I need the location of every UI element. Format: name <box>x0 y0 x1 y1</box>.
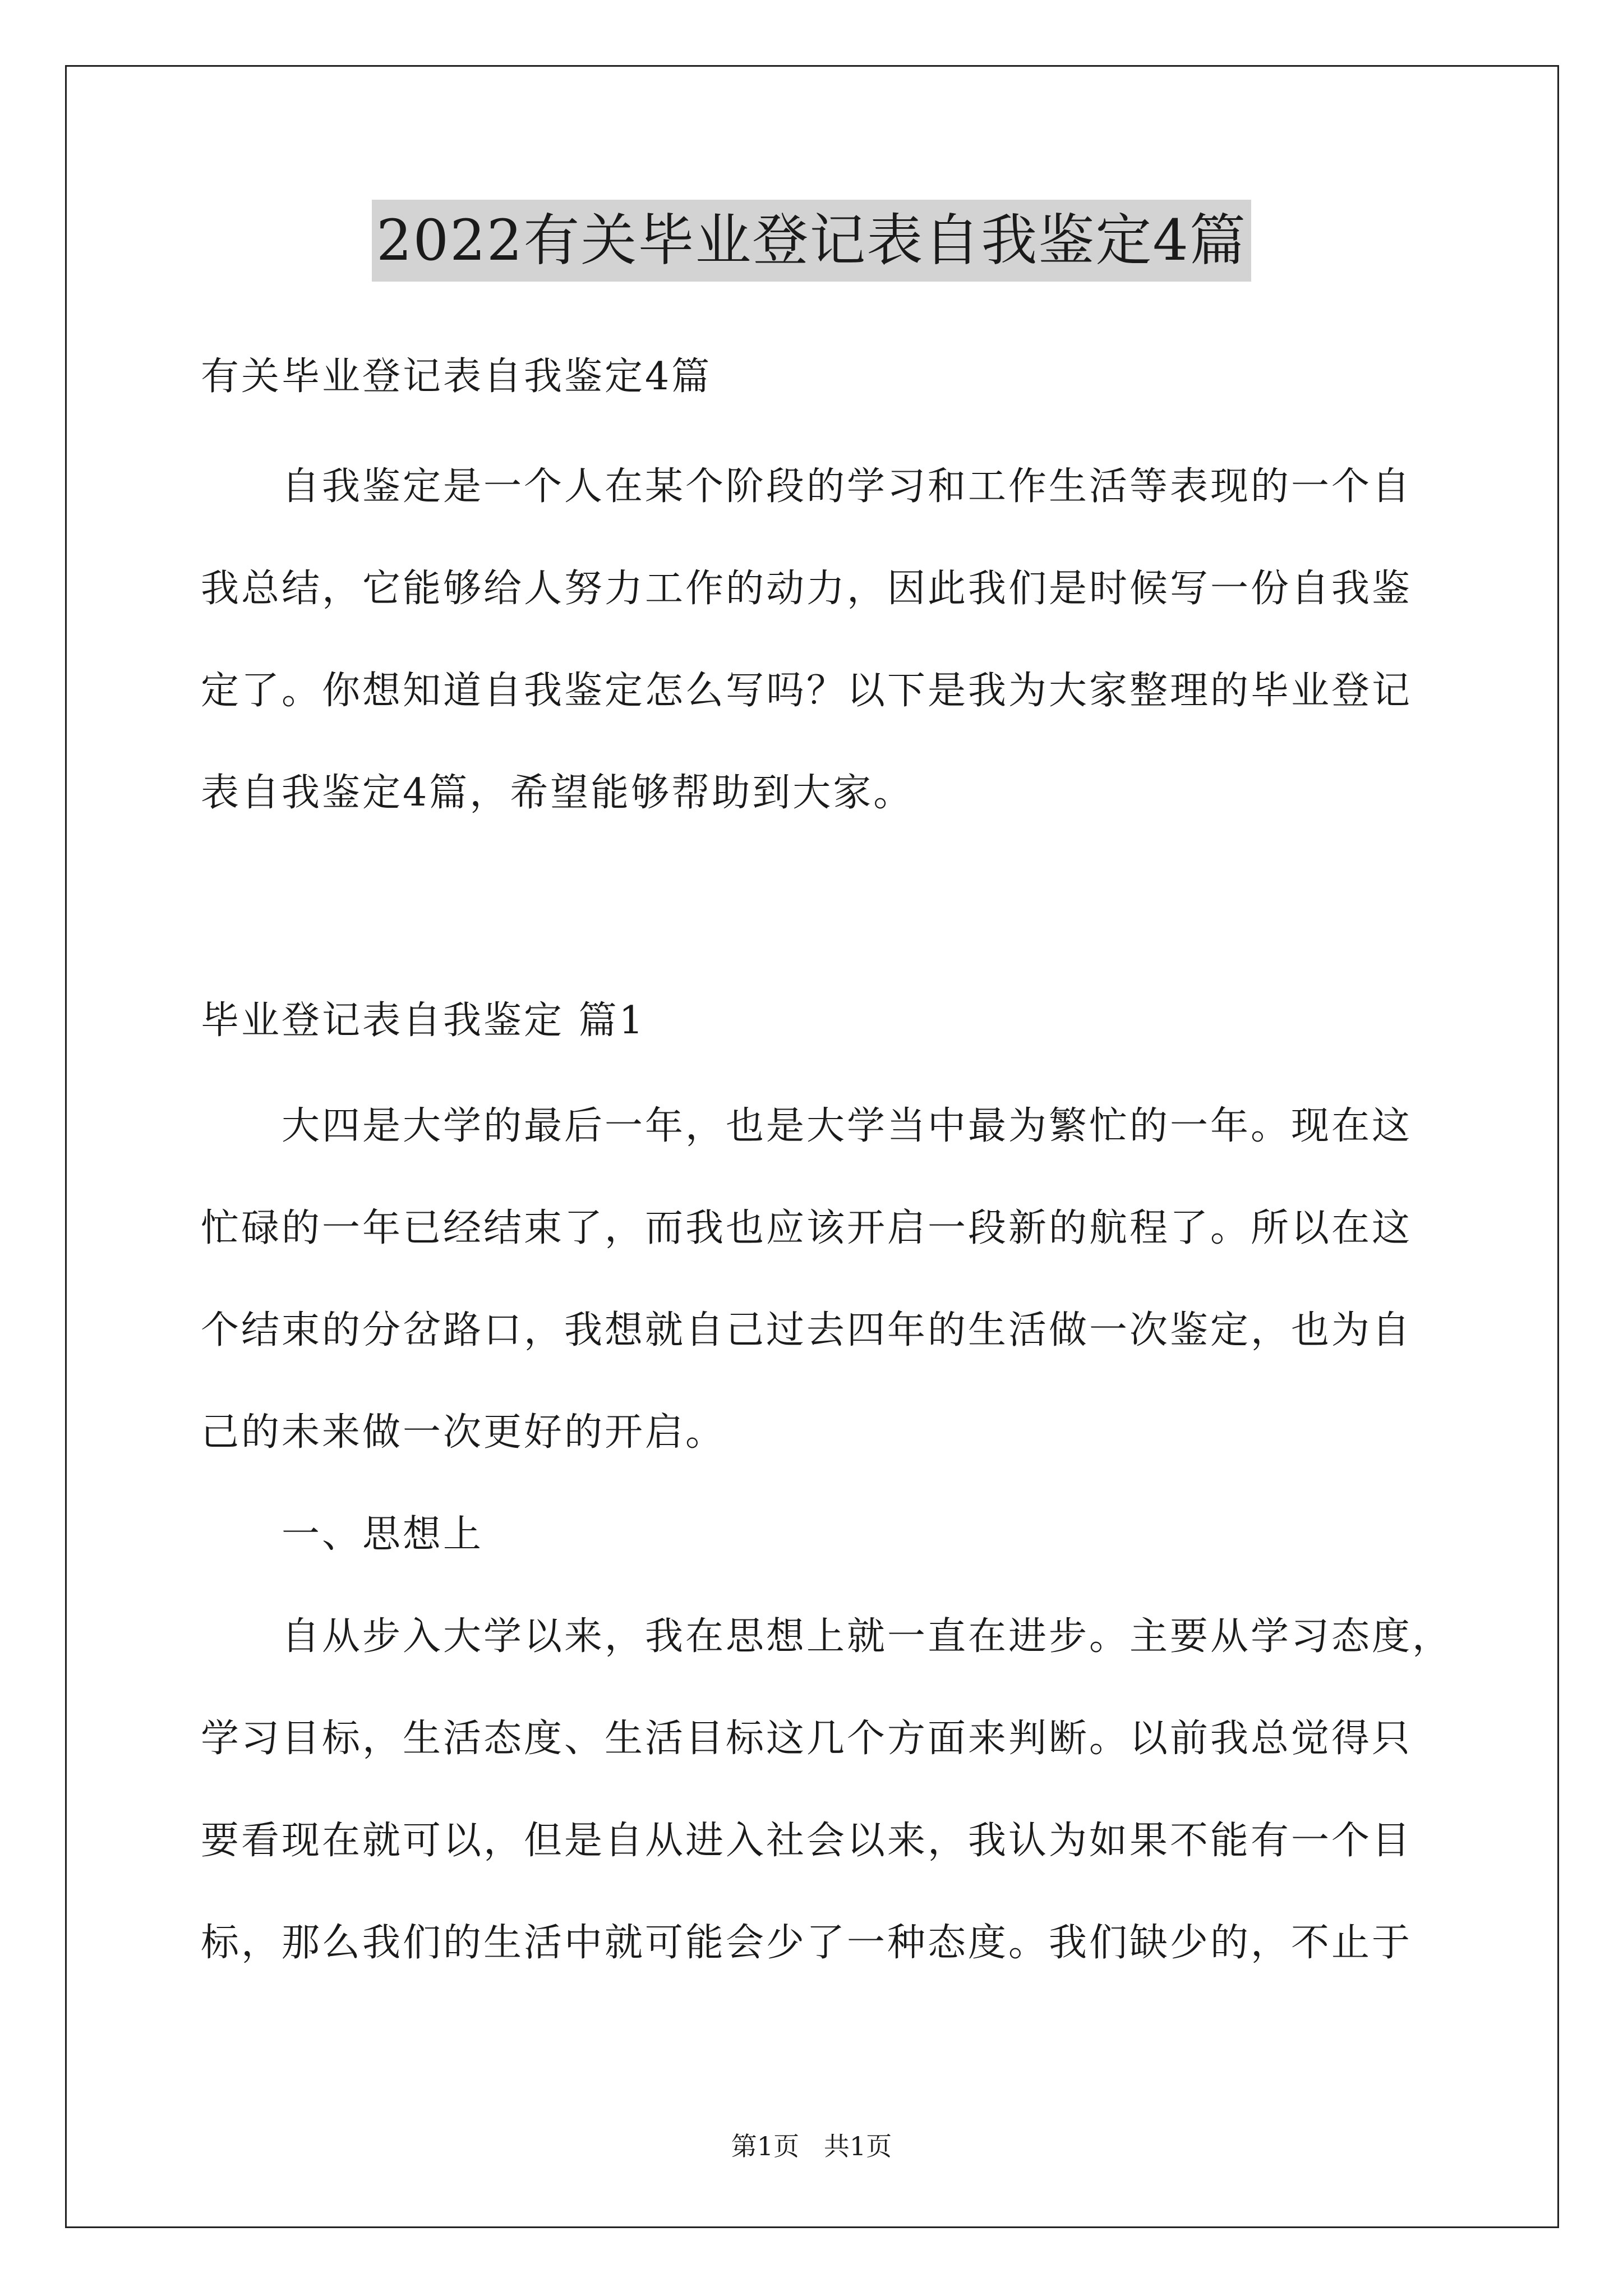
document-title: 2022有关毕业登记表自我鉴定4篇 <box>372 200 1251 282</box>
section-line: 忙碌的一年已经结束了，而我也应该开启一段新的航程了。所以在这 <box>201 1206 1413 1250</box>
body-line: 要看现在就可以，但是自从进入社会以来，我认为如果不能有一个目 <box>201 1819 1413 1863</box>
body-line: 自从步入大学以来，我在思想上就一直在进步。主要从学习态度， <box>282 1614 1453 1659</box>
section-line: 己的未来做一次更好的开启。 <box>201 1410 726 1455</box>
section-line: 个结束的分岔路口，我想就自己过去四年的生活做一次鉴定，也为自 <box>201 1308 1413 1352</box>
subheading: 一、思想上 <box>282 1512 484 1557</box>
body-line: 学习目标，生活态度、生活目标这几个方面来判断。以前我总觉得只 <box>201 1717 1413 1761</box>
section-line: 大四是大学的最后一年，也是大学当中最为繁忙的一年。现在这 <box>282 1104 1413 1148</box>
intro-line: 定了。你想知道自我鉴定怎么写吗？以下是我为大家整理的毕业登记 <box>201 669 1413 713</box>
body-line: 标，那么我们的生活中就可能会少了一种态度。我们缺少的，不止于 <box>201 1921 1413 1965</box>
intro-line: 我总结，它能够给人努力工作的动力，因此我们是时候写一份自我鉴 <box>201 567 1413 611</box>
intro-line: 自我鉴定是一个人在某个阶段的学习和工作生活等表现的一个自 <box>282 464 1413 509</box>
section-heading: 毕业登记表自我鉴定 篇1 <box>201 999 645 1043</box>
document-subtitle: 有关毕业登记表自我鉴定4篇 <box>201 355 712 399</box>
title-container <box>0 200 1623 282</box>
intro-line: 表自我鉴定4篇，希望能够帮助到大家。 <box>201 771 914 815</box>
page-footer: 第1页 共1页 <box>731 2131 892 2161</box>
